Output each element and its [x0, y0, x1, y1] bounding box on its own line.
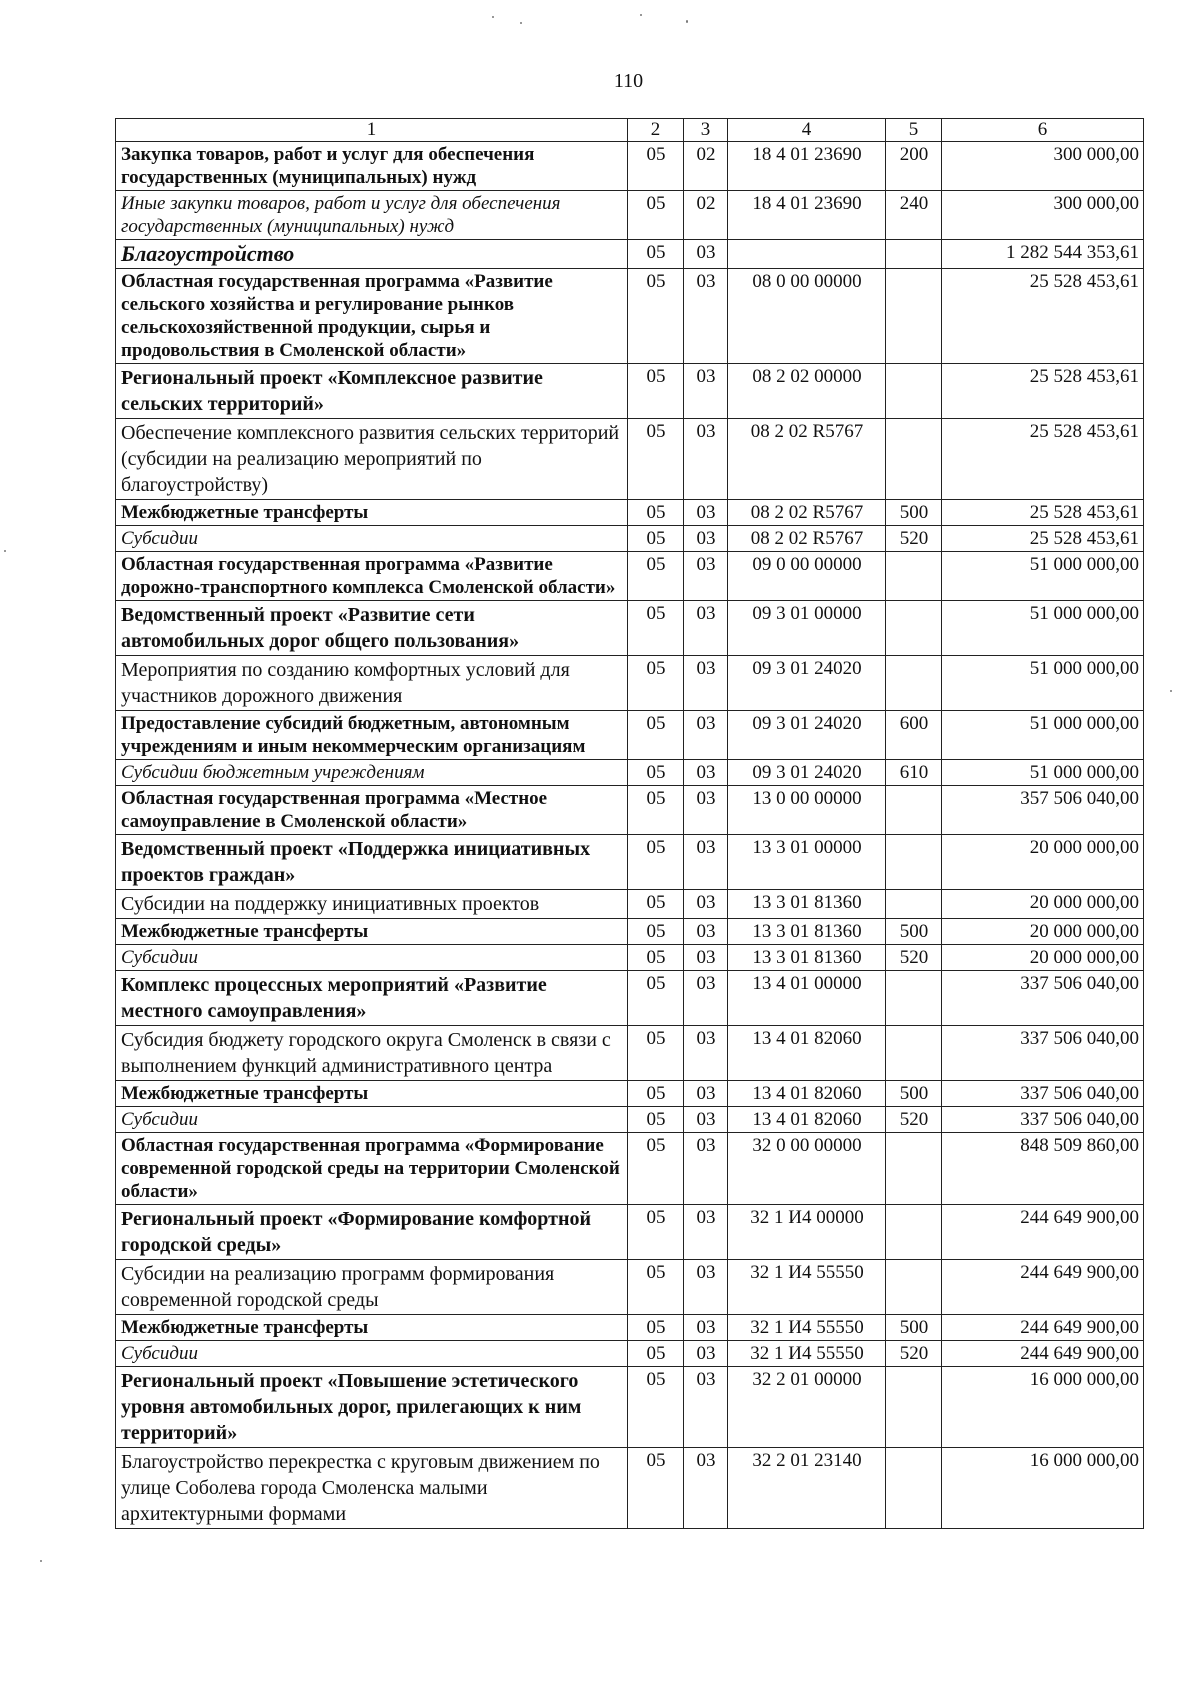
row-section: 05	[628, 1315, 684, 1341]
table-row	[116, 1133, 1144, 1205]
table-row	[116, 142, 1144, 191]
row-section: 05	[628, 1341, 684, 1367]
row-target-code: 32 1 И4 55550	[728, 1315, 886, 1341]
row-expense-type	[886, 364, 942, 419]
row-name: Субсидия бюджету городского округа Смоленск в связи с выполнением функций административного центра	[116, 1026, 628, 1081]
row-section: 05	[628, 890, 684, 919]
column-header-1: 1	[116, 119, 628, 142]
row-section: 05	[628, 419, 684, 500]
table-row	[116, 786, 1144, 835]
row-expense-type	[886, 1448, 942, 1529]
table-header-row	[116, 119, 1144, 142]
row-name: Комплекс процессных мероприятий «Развитие местного самоуправления»	[116, 971, 628, 1026]
table-row	[116, 1315, 1144, 1341]
row-name: Ведомственный проект «Развитие сети автомобильных дорог общего пользования»	[116, 601, 628, 656]
row-amount: 25 528 453,61	[942, 500, 1144, 526]
scan-speck	[686, 20, 688, 23]
row-amount: 25 528 453,61	[942, 419, 1144, 500]
row-target-code: 08 2 02 R5767	[728, 419, 886, 500]
row-subsection: 03	[684, 1205, 728, 1260]
table-row	[116, 945, 1144, 971]
row-section: 05	[628, 269, 684, 364]
column-header-6: 6	[942, 119, 1144, 142]
row-target-code: 08 0 00 00000	[728, 269, 886, 364]
table-row	[116, 1026, 1144, 1081]
column-header-4: 4	[728, 119, 886, 142]
row-expense-type: 520	[886, 945, 942, 971]
row-expense-type	[886, 786, 942, 835]
row-section: 05	[628, 945, 684, 971]
row-name: Ведомственный проект «Поддержка инициативных проектов граждан»	[116, 835, 628, 890]
row-subsection: 03	[684, 269, 728, 364]
row-expense-type: 610	[886, 760, 942, 786]
row-target-code: 13 4 01 82060	[728, 1081, 886, 1107]
row-subsection: 03	[684, 1341, 728, 1367]
row-name: Иные закупки товаров, работ и услуг для обеспечения государственных (муниципальных) нужд	[116, 191, 628, 240]
row-expense-type	[886, 601, 942, 656]
row-name: Областная государственная программа «Местное самоуправление в Смоленской области»	[116, 786, 628, 835]
row-amount: 337 506 040,00	[942, 1081, 1144, 1107]
row-name: Межбюджетные трансферты	[116, 500, 628, 526]
row-subsection: 03	[684, 890, 728, 919]
table-row	[116, 191, 1144, 240]
table-row	[116, 1341, 1144, 1367]
table-row	[116, 1448, 1144, 1529]
row-target-code: 13 3 01 00000	[728, 835, 886, 890]
table-row	[116, 601, 1144, 656]
row-target-code: 18 4 01 23690	[728, 191, 886, 240]
row-target-code: 09 3 01 24020	[728, 711, 886, 760]
row-target-code: 09 0 00 00000	[728, 552, 886, 601]
row-amount: 20 000 000,00	[942, 919, 1144, 945]
budget-table	[115, 118, 1144, 1529]
scan-speck	[40, 1560, 42, 1562]
scan-speck	[492, 16, 494, 18]
row-section: 05	[628, 919, 684, 945]
table-row	[116, 835, 1144, 890]
scan-speck	[520, 22, 522, 24]
row-amount: 1 282 544 353,61	[942, 240, 1144, 269]
row-amount: 51 000 000,00	[942, 760, 1144, 786]
row-subsection: 03	[684, 1133, 728, 1205]
table-row	[116, 269, 1144, 364]
row-target-code: 13 4 01 82060	[728, 1026, 886, 1081]
row-target-code: 09 3 01 24020	[728, 760, 886, 786]
row-subsection: 03	[684, 711, 728, 760]
row-expense-type	[886, 835, 942, 890]
row-name: Благоустройство перекрестка с круговым движением по улице Соболева города Смоленска малыми архитектурными формами	[116, 1448, 628, 1529]
table-row	[116, 711, 1144, 760]
column-header-5: 5	[886, 119, 942, 142]
row-name: Предоставление субсидий бюджетным, автономным учреждениям и иным некоммерческим организациям	[116, 711, 628, 760]
row-expense-type	[886, 971, 942, 1026]
row-amount: 20 000 000,00	[942, 890, 1144, 919]
row-name: Субсидии	[116, 526, 628, 552]
row-target-code: 13 0 00 00000	[728, 786, 886, 835]
row-target-code: 32 2 01 23140	[728, 1448, 886, 1529]
row-name: Региональный проект «Формирование комфортной городской среды»	[116, 1205, 628, 1260]
row-subsection: 02	[684, 191, 728, 240]
row-name: Закупка товаров, работ и услуг для обеспечения государственных (муниципальных) нужд	[116, 142, 628, 191]
row-amount: 16 000 000,00	[942, 1367, 1144, 1448]
table-row	[116, 552, 1144, 601]
row-target-code: 32 2 01 00000	[728, 1367, 886, 1448]
row-name: Областная государственная программа «Развитие дорожно-транспортного комплекса Смоленской области»	[116, 552, 628, 601]
row-target-code: 32 1 И4 00000	[728, 1205, 886, 1260]
row-section: 05	[628, 711, 684, 760]
row-target-code: 32 1 И4 55550	[728, 1341, 886, 1367]
row-name: Субсидии на реализацию программ формирования современной городской среды	[116, 1260, 628, 1315]
row-target-code: 08 2 02 00000	[728, 364, 886, 419]
row-section: 05	[628, 240, 684, 269]
row-amount: 16 000 000,00	[942, 1448, 1144, 1529]
row-amount: 51 000 000,00	[942, 552, 1144, 601]
table-row	[116, 1260, 1144, 1315]
table-row	[116, 890, 1144, 919]
row-subsection: 03	[684, 760, 728, 786]
table-row	[116, 240, 1144, 269]
row-subsection: 03	[684, 945, 728, 971]
row-target-code: 32 1 И4 55550	[728, 1260, 886, 1315]
table-row	[116, 919, 1144, 945]
row-amount: 337 506 040,00	[942, 971, 1144, 1026]
row-subsection: 03	[684, 552, 728, 601]
row-section: 05	[628, 971, 684, 1026]
row-target-code: 09 3 01 24020	[728, 656, 886, 711]
row-subsection: 02	[684, 142, 728, 191]
row-expense-type: 500	[886, 1315, 942, 1341]
row-subsection: 03	[684, 1107, 728, 1133]
row-subsection: 03	[684, 419, 728, 500]
table-row	[116, 760, 1144, 786]
row-name: Областная государственная программа «Развитие сельского хозяйства и регулирование рынков сельскохозяйственной продукции, сырья и продовольствия в Смоленской области»	[116, 269, 628, 364]
scan-speck	[640, 14, 642, 16]
row-amount: 244 649 900,00	[942, 1205, 1144, 1260]
row-section: 05	[628, 835, 684, 890]
row-expense-type	[886, 656, 942, 711]
row-subsection: 03	[684, 656, 728, 711]
row-target-code: 18 4 01 23690	[728, 142, 886, 191]
row-expense-type	[886, 1260, 942, 1315]
row-section: 05	[628, 656, 684, 711]
row-expense-type	[886, 1133, 942, 1205]
row-name: Обеспечение комплексного развития сельских территорий (субсидии на реализацию мероприятий по благоустройству)	[116, 419, 628, 500]
table-row	[116, 1081, 1144, 1107]
table-row	[116, 971, 1144, 1026]
row-amount: 300 000,00	[942, 142, 1144, 191]
row-target-code: 32 0 00 00000	[728, 1133, 886, 1205]
row-expense-type: 520	[886, 1341, 942, 1367]
row-name: Мероприятия по созданию комфортных условий для участников дорожного движения	[116, 656, 628, 711]
row-section: 05	[628, 191, 684, 240]
row-expense-type	[886, 1026, 942, 1081]
row-subsection: 03	[684, 1260, 728, 1315]
row-name: Межбюджетные трансферты	[116, 1315, 628, 1341]
column-header-3: 3	[684, 119, 728, 142]
row-amount: 244 649 900,00	[942, 1341, 1144, 1367]
row-name: Субсидии	[116, 1107, 628, 1133]
row-target-code	[728, 240, 886, 269]
row-amount: 357 506 040,00	[942, 786, 1144, 835]
row-expense-type: 520	[886, 1107, 942, 1133]
row-section: 05	[628, 1081, 684, 1107]
row-subsection: 03	[684, 364, 728, 419]
row-section: 05	[628, 526, 684, 552]
row-expense-type: 240	[886, 191, 942, 240]
table-row	[116, 500, 1144, 526]
row-amount: 51 000 000,00	[942, 601, 1144, 656]
row-section: 05	[628, 1133, 684, 1205]
table-row	[116, 419, 1144, 500]
row-subsection: 03	[684, 601, 728, 656]
row-expense-type: 500	[886, 1081, 942, 1107]
row-target-code: 08 2 02 R5767	[728, 500, 886, 526]
row-amount: 244 649 900,00	[942, 1315, 1144, 1341]
row-name: Субсидии бюджетным учреждениям	[116, 760, 628, 786]
row-section: 05	[628, 1107, 684, 1133]
row-section: 05	[628, 1205, 684, 1260]
table-row	[116, 526, 1144, 552]
row-amount: 25 528 453,61	[942, 269, 1144, 364]
row-amount: 337 506 040,00	[942, 1107, 1144, 1133]
row-section: 05	[628, 500, 684, 526]
row-name: Субсидии	[116, 945, 628, 971]
row-amount: 848 509 860,00	[942, 1133, 1144, 1205]
row-amount: 300 000,00	[942, 191, 1144, 240]
row-section: 05	[628, 364, 684, 419]
row-amount: 20 000 000,00	[942, 945, 1144, 971]
row-subsection: 03	[684, 835, 728, 890]
row-section: 05	[628, 1367, 684, 1448]
table-row	[116, 656, 1144, 711]
row-section: 05	[628, 142, 684, 191]
table-row	[116, 364, 1144, 419]
row-expense-type	[886, 269, 942, 364]
row-subsection: 03	[684, 526, 728, 552]
row-amount: 51 000 000,00	[942, 656, 1144, 711]
scan-speck	[1170, 690, 1172, 692]
row-subsection: 03	[684, 1448, 728, 1529]
row-expense-type: 200	[886, 142, 942, 191]
row-section: 05	[628, 552, 684, 601]
table-row	[116, 1367, 1144, 1448]
row-subsection: 03	[684, 919, 728, 945]
row-expense-type	[886, 419, 942, 500]
row-section: 05	[628, 1448, 684, 1529]
row-subsection: 03	[684, 786, 728, 835]
row-target-code: 13 3 01 81360	[728, 945, 886, 971]
row-section: 05	[628, 1026, 684, 1081]
row-expense-type: 500	[886, 919, 942, 945]
row-target-code: 13 3 01 81360	[728, 919, 886, 945]
row-name: Субсидии	[116, 1341, 628, 1367]
table-body	[116, 142, 1144, 1529]
row-name: Межбюджетные трансферты	[116, 1081, 628, 1107]
row-amount: 20 000 000,00	[942, 835, 1144, 890]
row-expense-type	[886, 552, 942, 601]
row-subsection: 03	[684, 1081, 728, 1107]
row-expense-type	[886, 1367, 942, 1448]
scan-speck	[4, 550, 6, 552]
table-row	[116, 1107, 1144, 1133]
row-target-code: 13 3 01 81360	[728, 890, 886, 919]
row-expense-type	[886, 240, 942, 269]
row-section: 05	[628, 786, 684, 835]
row-amount: 244 649 900,00	[942, 1260, 1144, 1315]
row-subsection: 03	[684, 971, 728, 1026]
row-target-code: 09 3 01 00000	[728, 601, 886, 656]
row-name: Межбюджетные трансферты	[116, 919, 628, 945]
row-amount: 25 528 453,61	[942, 364, 1144, 419]
row-expense-type: 600	[886, 711, 942, 760]
row-expense-type	[886, 890, 942, 919]
row-subsection: 03	[684, 240, 728, 269]
row-subsection: 03	[684, 1026, 728, 1081]
column-header-2: 2	[628, 119, 684, 142]
table-row	[116, 1205, 1144, 1260]
row-subsection: 03	[684, 1367, 728, 1448]
row-name: Субсидии на поддержку инициативных проектов	[116, 890, 628, 919]
row-subsection: 03	[684, 500, 728, 526]
row-target-code: 13 4 01 82060	[728, 1107, 886, 1133]
row-target-code: 08 2 02 R5767	[728, 526, 886, 552]
row-name: Областная государственная программа «Формирование современной городской среды на территории Смоленской области»	[116, 1133, 628, 1205]
page-number: 110	[613, 70, 644, 92]
row-amount: 25 528 453,61	[942, 526, 1144, 552]
row-subsection: 03	[684, 1315, 728, 1341]
row-target-code: 13 4 01 00000	[728, 971, 886, 1026]
row-amount: 337 506 040,00	[942, 1026, 1144, 1081]
row-amount: 51 000 000,00	[942, 711, 1144, 760]
row-section: 05	[628, 601, 684, 656]
row-section: 05	[628, 760, 684, 786]
row-expense-type	[886, 1205, 942, 1260]
row-expense-type: 500	[886, 500, 942, 526]
row-section: 05	[628, 1260, 684, 1315]
row-name: Региональный проект «Повышение эстетического уровня автомобильных дорог, прилегающих к ним территорий»	[116, 1367, 628, 1448]
row-expense-type: 520	[886, 526, 942, 552]
row-name: Региональный проект «Комплексное развитие сельских территорий»	[116, 364, 628, 419]
row-name: Благоустройство	[116, 240, 628, 269]
